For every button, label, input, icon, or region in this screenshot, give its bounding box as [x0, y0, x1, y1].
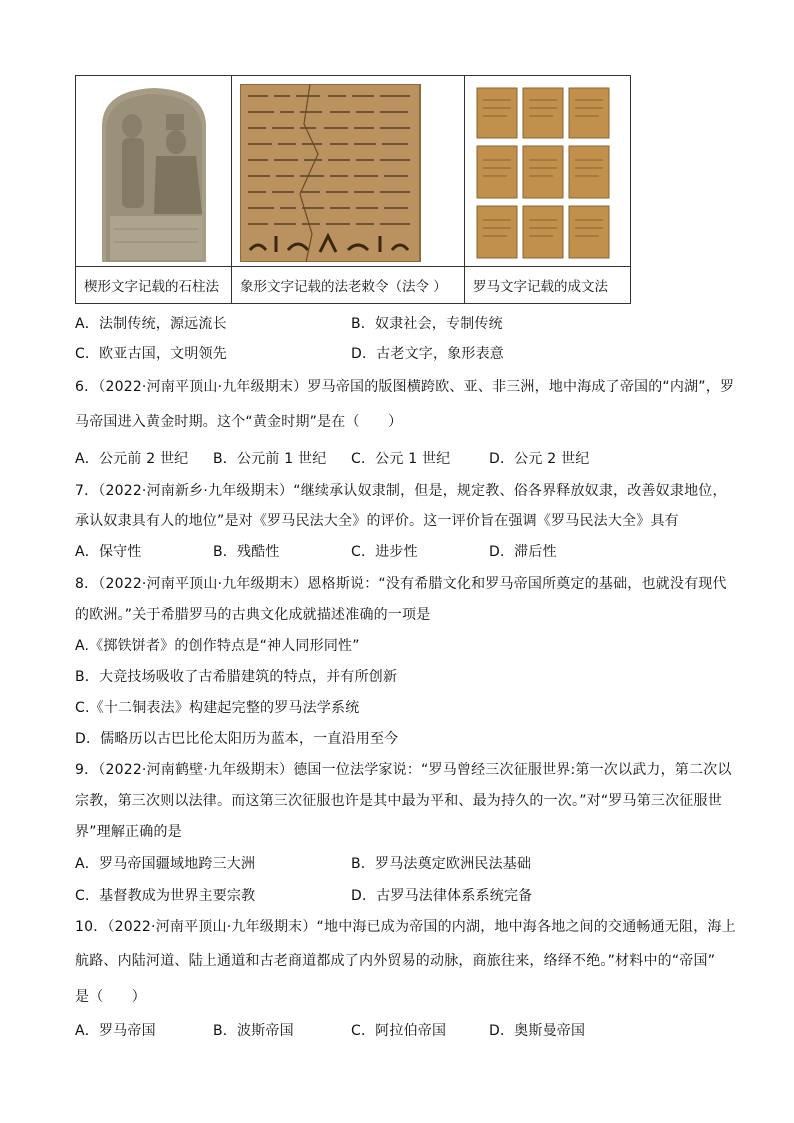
- papyrus-image: [240, 84, 457, 262]
- q5-option-d: D．古老文字，象形表意: [351, 346, 504, 362]
- q10-option-a: A．罗马帝国: [75, 1023, 156, 1039]
- q10-option-c: C．阿拉伯帝国: [351, 1023, 447, 1039]
- q10-option-d: D．奥斯曼帝国: [489, 1023, 586, 1039]
- table-cell-tablets: [465, 76, 630, 303]
- table-cell-papyrus: [232, 76, 465, 303]
- q7-option-a: A．保守性: [75, 544, 142, 560]
- q6-option-b: B．公元前 1 世纪: [213, 451, 327, 467]
- caption-stele: 楔形文字记载的石柱法: [84, 279, 219, 295]
- q8-stem-line2: 的欧洲。”关于希腊罗马的古典文化成就描述准确的一项是: [75, 607, 431, 623]
- q9-stem-line2: 宗教，第三次则以法律。而这第三次征服也许是其中最为平和、最为持久的一次。”对“罗马第三次征服世: [75, 793, 722, 809]
- q7-option-b: B．残酷性: [213, 544, 280, 560]
- image-table: [75, 75, 631, 304]
- q7-option-c: C．进步性: [351, 544, 418, 560]
- q6-stem-line1: 6．（2022·河南平顶山·九年级期末）罗马帝国的版图横跨欧、亚、非三洲，地中海成了帝国的“内湖”，罗: [75, 379, 735, 395]
- caption-papyrus: 象形文字记载的法老敕令（法令 ）: [240, 279, 447, 295]
- stele-image: [84, 84, 224, 262]
- q10-stem-line3: 是（ ）: [75, 989, 146, 1005]
- q8-option-a: A.《掷铁饼者》的创作特点是“神人同形同性”: [75, 638, 360, 654]
- q9-option-a: A．罗马帝国疆域地跨三大洲: [75, 856, 256, 872]
- q8-option-b: B．大竞技场吸收了古希腊建筑的特点，并有所创新: [75, 669, 398, 685]
- q9-option-b: B．罗马法奠定欧洲民法基础: [351, 856, 532, 872]
- q10-option-b: B．波斯帝国: [213, 1023, 294, 1039]
- q9-stem-line3: 界”理解正确的是: [75, 824, 182, 840]
- q8-option-d: D．儒略历以古巴比伦太阳历为蓝本，一直沿用至今: [75, 731, 399, 747]
- q6-option-d: D．公元 2 世纪: [489, 451, 590, 467]
- q5-option-c: C．欧亚古国，文明领先: [75, 346, 227, 362]
- tablets-image: [473, 84, 622, 262]
- q9-option-c: C．基督教成为世界主要宗教: [75, 888, 256, 904]
- caption-tablets: 罗马文字记载的成文法: [473, 279, 608, 295]
- q6-stem-line2: 马帝国进入黄金时期。这个“黄金时期”是在（ ）: [75, 414, 403, 430]
- q5-option-b: B．奴隶社会，专制传统: [351, 316, 503, 332]
- q7-stem-line1: 7．（2022·河南新乡·九年级期末）“继续承认奴隶制，但是，规定教、俗各界释放奴隶，改善奴隶地位，: [75, 483, 727, 499]
- q9-option-d: D．古罗马法律体系系统完备: [351, 888, 533, 904]
- q7-stem-line2: 承认奴隶具有人的地位”是对《罗马民法大全》的评价。这一评价旨在强调《罗马民法大全》具有: [75, 513, 679, 529]
- q10-stem-line2: 航路、内陆河道、陆上通道和古老商道都成了内外贸易的动脉，商旅往来，络绎不绝。”材料中的“帝国”: [75, 953, 716, 969]
- q6-option-a: A．公元前 2 世纪: [75, 451, 189, 467]
- q8-stem-line1: 8．（2022·河南平顶山·九年级期末）恩格斯说：“没有希腊文化和罗马帝国所奠定的基础，也就没有现代: [75, 576, 727, 592]
- q10-stem-line1: 10．（2022·河南平顶山·九年级期末）“地中海已成为帝国的内湖，地中海各地之间的交通畅通无阻，海上: [75, 919, 736, 935]
- table-cell-stele: [76, 76, 232, 303]
- q7-option-d: D．滞后性: [489, 544, 557, 560]
- q9-stem-line1: 9．（2022·河南鹤壁·九年级期末）德国一位法学家说：“罗马曾经三次征服世界:第一次以武力，第二次以: [75, 762, 732, 778]
- q5-option-a: A．法制传统，源远流长: [75, 316, 227, 332]
- q6-option-c: C．公元 1 世纪: [351, 451, 451, 467]
- q8-option-c: C.《十二铜表法》构建起完整的罗马法学系统: [75, 700, 360, 716]
